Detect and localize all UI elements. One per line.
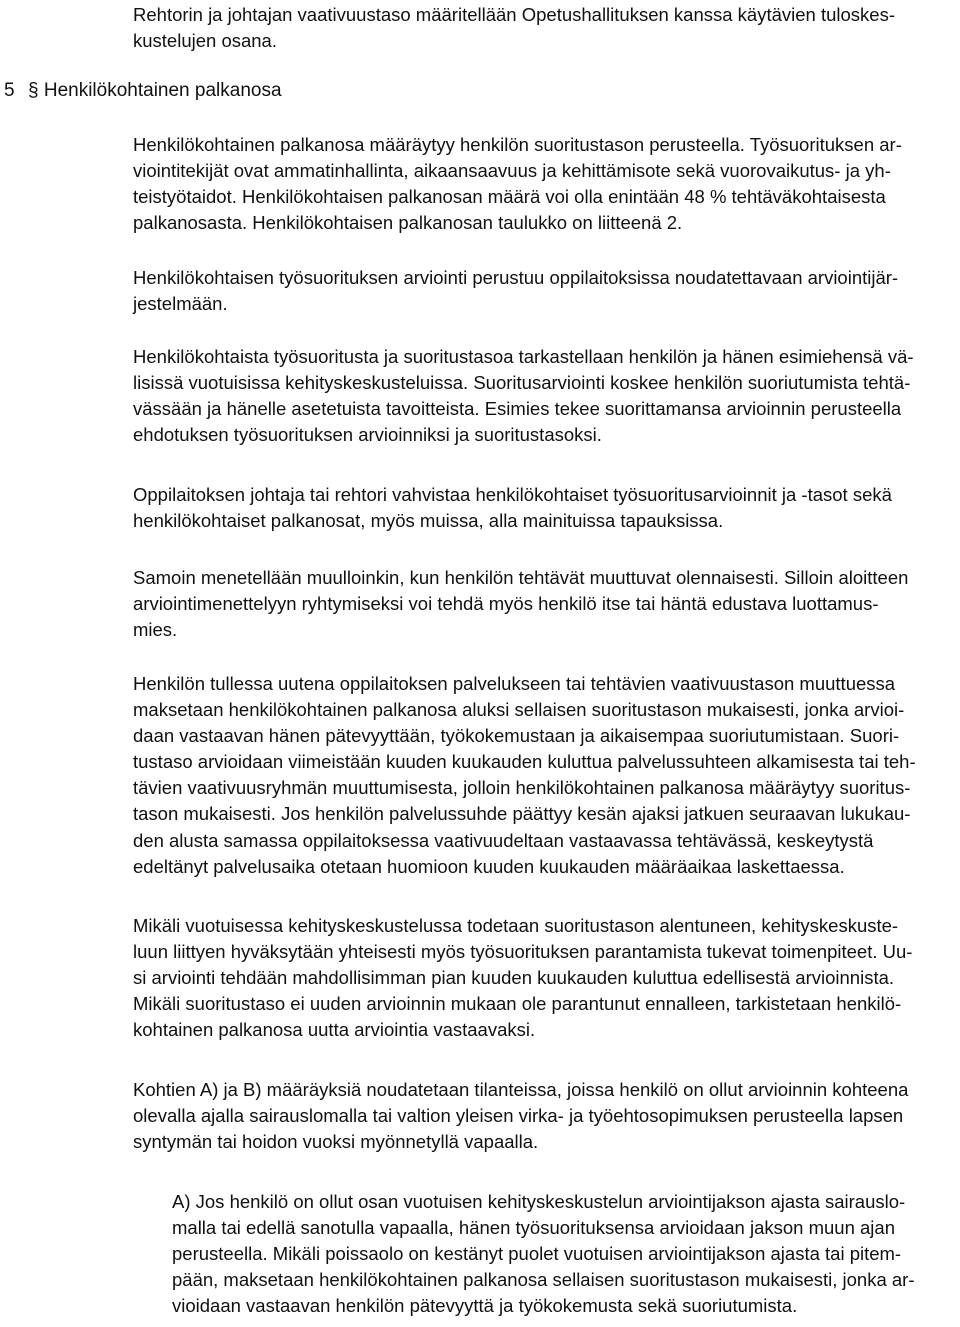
text-line: vioidaan vastaavan henkilön pätevyyttä ja työkokemusta sekä suoriutumista. bbox=[172, 1295, 798, 1317]
text-line: henkilökohtaiset palkanosat, myös muissa, alla mainituissa tapauksissa. bbox=[133, 510, 724, 532]
text-line: edeltänyt palvelusaika otetaan huomioon kuuden kuukauden määräaikaa laskettaessa. bbox=[133, 855, 845, 877]
text-line: kohtainen palkanosa uutta arviointia vastaavaksi. bbox=[133, 1019, 536, 1041]
paragraph-5 bbox=[133, 565, 953, 643]
paragraph-intro bbox=[133, 2, 953, 54]
text-line: syntymän tai hoidon vuoksi myönnetyllä vapaalla. bbox=[133, 1131, 539, 1153]
text-line: Henkilön tullessa uutena oppilaitoksen palvelukseen tai tehtävien vaativuustason muuttuessa bbox=[133, 673, 896, 694]
text-line: den alusta samassa oppilaitoksessa vaativuudeltaan vastaavassa tehtävässä, keskeytystä bbox=[133, 829, 874, 851]
paragraph-2 bbox=[133, 265, 953, 317]
text-line: pään, maksetaan henkilökohtainen palkanosa sellaisen suoritustason mukaisesti, jonka ar- bbox=[172, 1269, 915, 1291]
text-line: maksetaan henkilökohtainen palkanosa aluksi sellaisen suoritustason mukaisesti, jonka arvioi- bbox=[133, 699, 905, 721]
paragraph-3 bbox=[133, 344, 953, 448]
text-line: arviointimenettelyyn ryhtymiseksi voi tehdä myös henkilö itse tai häntä edustava luottamus- bbox=[133, 593, 879, 615]
text-line: Rehtorin ja johtajan vaativuustaso määritellään Opetushallituksen kanssa käytävien tuloskes- bbox=[133, 4, 896, 25]
text-line: kustelujen osana. bbox=[133, 30, 277, 52]
text-line: ehdotuksen työsuorituksen arvioinniksi ja suoritustasoksi. bbox=[133, 424, 602, 446]
paragraph-1 bbox=[133, 132, 953, 236]
paragraph-7 bbox=[133, 913, 953, 1043]
section-symbol: § bbox=[28, 80, 39, 101]
paragraph-6 bbox=[133, 671, 953, 880]
text-line: jestelmään. bbox=[133, 293, 228, 315]
section-title: Henkilökohtainen palkanosa bbox=[43, 80, 282, 101]
text-line: tävien vaativuusryhmän muuttumisesta, jolloin henkilökohtainen palkanosa määräytyy suoritus- bbox=[133, 777, 911, 799]
text-line: mies. bbox=[133, 619, 178, 641]
text-line: Kohtien A) ja B) määräyksiä noudatetaan tilanteissa, joissa henkilö on ollut arvioinnin kohteena bbox=[133, 1079, 909, 1100]
text-line: olevalla ajalla sairauslomalla tai valtion yleisen virka- ja työehtosopimuksen perusteella lapsen bbox=[133, 1105, 904, 1127]
text-line: Mikäli vuotuisessa kehityskeskustelussa todetaan suoritustason alentuneen, kehityskeskuste- bbox=[133, 915, 899, 936]
text-line: palkanosasta. Henkilökohtaisen palkanosan taulukko on liitteenä 2. bbox=[133, 212, 683, 234]
text-line: Henkilökohtaisen työsuorituksen arviointi perustuu oppilaitoksissa noudatettavaan arviointijär- bbox=[133, 267, 899, 288]
text-line: Oppilaitoksen johtaja tai rehtori vahvistaa henkilökohtaiset työsuoritusarvioinnit ja -tasot sekä bbox=[133, 484, 892, 505]
text-line: A) Jos henkilö on ollut osan vuotuisen kehityskeskustelun arviointijakson ajasta sairauslo- bbox=[172, 1191, 906, 1212]
text-line: Henkilökohtainen palkanosa määräytyy henkilön suoritustason perusteella. Työsuorituksen ar- bbox=[133, 134, 902, 155]
paragraph-8 bbox=[133, 1077, 953, 1155]
text-line: viointitekijät ovat ammatinhallinta, aikaansaavuus ja kehittämisote sekä vuorovaikutus- ja yh- bbox=[133, 160, 891, 182]
text-line: Henkilökohtaista työsuoritusta ja suoritustasoa tarkastellaan henkilön ja hänen esimiehensä vä- bbox=[133, 346, 914, 367]
section-heading bbox=[4, 78, 282, 104]
text-line: luun liittyen hyväksytään yhteisesti myös työsuorituksen parantamista tukevat toimenpiteet. Uu- bbox=[133, 941, 913, 963]
text-line: daan vastaavan hänen pätevyyttään, työkokemustaan ja aikaisempaa suoriutumistaan. Suori- bbox=[133, 725, 900, 747]
section-number: 5 bbox=[4, 80, 15, 101]
text-line: Samoin menetellään muulloinkin, kun henkilön tehtävät muuttuvat olennaisesti. Silloin aloitteen bbox=[133, 567, 909, 588]
text-line: si arviointi tehdään mahdollisimman pian kuuden kuukauden kuluttua edellisestä arvioinnista. bbox=[133, 967, 895, 989]
text-line: tason mukaisesti. Jos henkilön palvelussuhde päättyy kesän ajaksi jatkuen seuraavan lukukau- bbox=[133, 803, 911, 825]
text-line: perusteella. Mikäli poissaolo on kestänyt puolet vuotuisen arviointijakson ajasta tai pitem- bbox=[172, 1243, 902, 1265]
paragraph-4 bbox=[133, 482, 953, 534]
text-line: malla tai edellä sanotulla vapaalla, hänen työsuorituksensa arvioidaan jakson muun ajan bbox=[172, 1217, 895, 1239]
text-line: lisissä vuotuisissa kehityskeskusteluissa. Suoritusarviointi koskee henkilön suoriutumista tehtä- bbox=[133, 372, 911, 394]
text-line: tustaso arvioidaan viimeistään kuuden kuukauden kuluttua palvelussuhteen alkamisesta tai teh- bbox=[133, 751, 916, 773]
text-line: vässään ja hänelle asetetuista tavoitteista. Esimies tekee suorittamansa arvioinnin perusteella bbox=[133, 398, 902, 420]
paragraph-item-a bbox=[172, 1189, 954, 1319]
text-line: teistyötaidot. Henkilökohtaisen palkanosan määrä voi olla enintään 48 % tehtäväkohtaisesta bbox=[133, 186, 886, 208]
text-line: Mikäli suoritustaso ei uuden arvioinnin mukaan ole parantunut ennalleen, tarkistetaan henkilö- bbox=[133, 993, 902, 1015]
